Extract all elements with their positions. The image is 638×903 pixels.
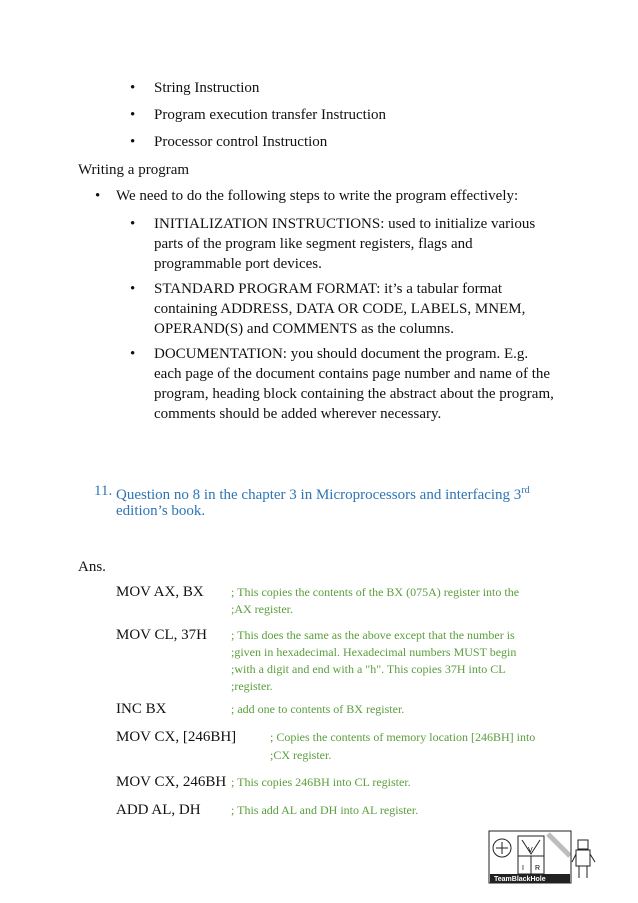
bullet-marker: • [130,80,136,96]
bullet-text: Program execution transfer Instruction [154,107,387,123]
logo-letter: I [522,865,524,872]
question-superscript: rd [521,485,530,496]
code-instruction: MOV AX, BX [116,584,204,600]
code-comment: ;CX register. [270,748,332,762]
question-line-2: edition’s book. [116,503,206,519]
sub-bullet-line: program, heading block containing the abstract about the program, [154,386,554,402]
sub-bullet-line: programmable port devices. [154,256,322,272]
bullet-marker: • [95,188,101,204]
sub-bullet-line: each page of the document contains page number and name of the [154,366,551,382]
code-comment: ;AX register. [231,602,293,616]
section-heading: Writing a program [78,162,190,178]
bullet-marker: • [130,346,136,362]
bullet-marker: • [130,134,136,150]
sub-bullet-line: comments should be added wherever necessary. [154,406,442,422]
intro-bullet-text: We need to do the following steps to write the program effectively: [116,188,519,204]
code-comment: ; This does the same as the above except that the number is [231,628,515,642]
sub-bullet-line: INITIALIZATION INSTRUCTIONS: used to initialize various [154,216,536,232]
logo-letter: V [528,847,533,854]
code-comment: ;with a digit and end with a "h". This copies 37H into CL [231,662,506,676]
logo-text: TeamBlackHole [494,876,546,883]
bullet-text: String Instruction [154,80,260,96]
code-comment: ; This copies 246BH into CL register. [231,775,411,789]
answer-label: Ans. [78,559,106,575]
logo-graphic [488,830,598,886]
sub-bullet-line: OPERAND(S) and COMMENTS as the columns. [154,321,454,337]
code-comment: ; Copies the contents of memory location [246BH] into [270,730,536,744]
sub-bullet-line: parts of the program like segment registers, flags and [154,236,473,252]
bullet-marker: • [130,107,136,123]
bullet-marker: • [130,281,136,297]
code-comment: ;given in hexadecimal. Hexadecimal numbers MUST begin [231,645,517,659]
sub-bullet-line: DOCUMENTATION: you should document the program. E.g. [154,346,529,362]
code-instruction: MOV CX, [246BH] [116,729,237,745]
code-comment: ; This add AL and DH into AL register. [231,803,419,817]
code-comment: ;register. [231,679,273,693]
code-instruction: MOV CL, 37H [116,627,207,643]
code-comment: ; This copies the contents of the BX (075A) register into the [231,585,520,599]
code-comment: ; add one to contents of BX register. [231,702,405,716]
sub-bullet-line: STANDARD PROGRAM FORMAT: it’s a tabular format [154,281,503,297]
question-text: Question no 8 in the chapter 3 in Microprocessors and interfacing 3 [116,487,522,503]
bullet-marker: • [130,216,136,232]
code-instruction: INC BX [116,701,167,717]
team-logo [488,830,598,886]
code-instruction: ADD AL, DH [116,802,201,818]
question-number: 11. [94,483,113,499]
bullet-text: Processor control Instruction [154,134,328,150]
logo-letter: R [535,865,541,872]
sub-bullet-line: containing ADDRESS, DATA OR CODE, LABELS, MNEM, [154,301,526,317]
code-instruction: MOV CX, 246BH [116,774,227,790]
